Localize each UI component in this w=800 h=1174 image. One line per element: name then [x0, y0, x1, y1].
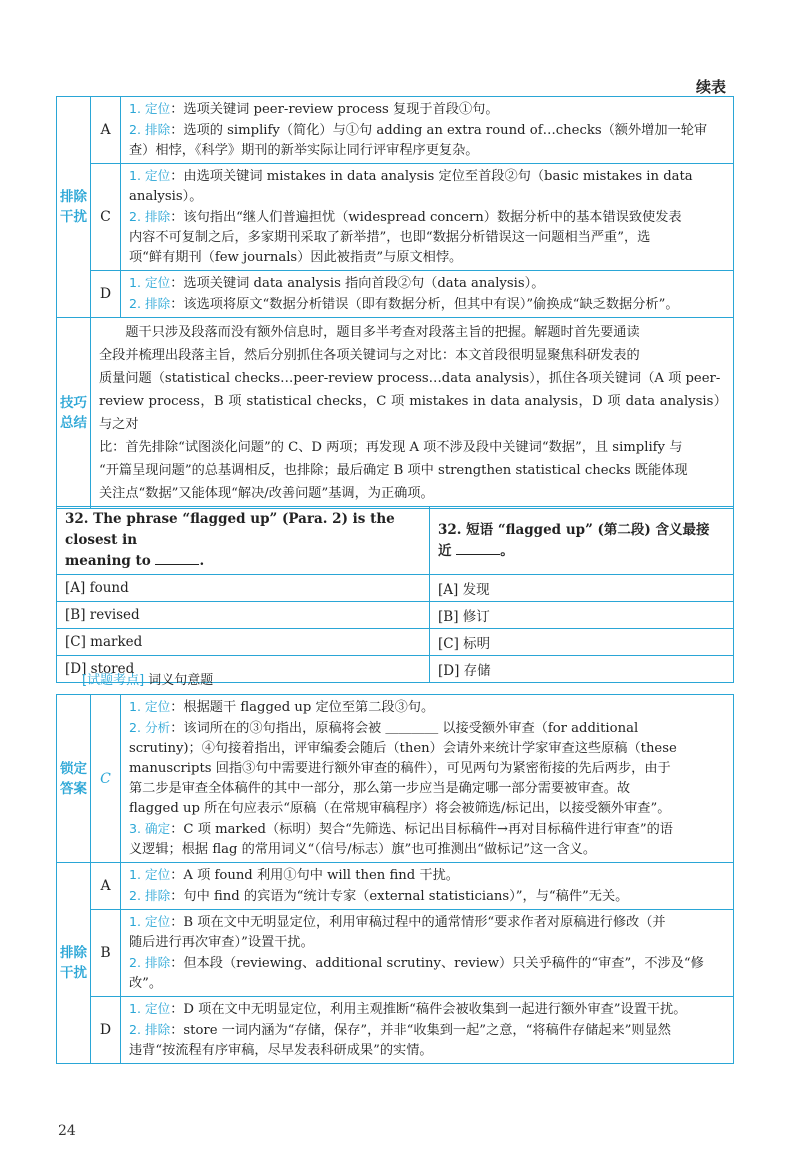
question-stem-en-end: . — [199, 553, 205, 569]
step-keyword: 2. 排除 — [129, 888, 171, 903]
distractor-row — [57, 271, 734, 318]
distractor-analysis — [121, 164, 734, 271]
summary-label-text: 技巧 总结 — [60, 395, 87, 431]
analysis-line — [129, 273, 727, 294]
step-text: ：选项的 simplify（简化）与①句 adding an extra round of…checks（额外增加一轮审 — [170, 123, 708, 138]
step-keyword: 1. 定位 — [129, 1001, 171, 1016]
step-keyword: 1. 定位 — [129, 914, 171, 929]
step-keyword: 1. 定位 — [129, 168, 171, 183]
step-keyword: 2. 分析 — [129, 720, 171, 735]
distractor-row — [57, 997, 734, 1064]
step-text: ：C 项 marked（标明）契合“先筛选、标记出目标稿件→再对目标稿件进行审查”的语 — [170, 822, 673, 837]
step-text: ：B 项在文中无明显定位，利用审稿过程中的通常情形“要求作者对原稿进行修改（并 — [170, 915, 666, 930]
analysis-line — [129, 120, 727, 141]
step-text: ：该句指出“继人们普遍担忧（widespread concern）数据分析中的基本错误致使发表 — [170, 210, 682, 225]
answer-label — [57, 695, 91, 863]
summary-row — [57, 318, 734, 509]
distractor-row — [57, 863, 734, 910]
distractor-row — [57, 910, 734, 997]
question-stem-en-line1: 32. The phrase “flagged up” (Para. 2) is the closest in — [65, 511, 395, 548]
step-keyword: 2. 排除 — [129, 955, 171, 970]
analysis-line — [129, 999, 727, 1020]
answer-analysis — [121, 695, 734, 863]
question-stem-cn — [430, 507, 734, 575]
distractor-analysis — [121, 271, 734, 318]
top-analysis-table — [56, 96, 734, 509]
summary-label — [57, 318, 91, 509]
step-text: ：但本段（reviewing、additional scrutiny、review）只关乎稿件的“审查”，不涉及“修改”。 — [129, 956, 704, 991]
distractor-row — [57, 164, 734, 271]
option-cn: [C] 标明 — [430, 629, 734, 656]
option-en: [A] found — [57, 575, 430, 602]
distractor-analysis — [121, 97, 734, 164]
step-text: 随后进行再次审查）”设置干扰。 — [129, 935, 314, 950]
question-stem-cn-end: 。 — [500, 542, 514, 559]
option-en: [D] stored — [57, 656, 430, 683]
answer-blank — [155, 552, 199, 565]
analysis-line — [129, 840, 727, 860]
analysis-line — [129, 953, 727, 994]
analysis-line — [129, 865, 727, 886]
summary-line: “开篇呈现问题”的总基调相反，也排除；最后确定 B 项中 strengthen statistical checks 既能体现 — [99, 463, 688, 478]
step-keyword: 2. 排除 — [129, 209, 171, 224]
analysis-line — [129, 718, 727, 739]
option-cn: [A] 发现 — [430, 575, 734, 602]
analysis-line — [129, 141, 727, 161]
step-text: 查）相悖，《科学》期刊的新举实际让同行评审程序更复杂。 — [129, 143, 479, 158]
step-text: ：由选项关键词 mistakes in data analysis 定位至首段②句（basic mistakes in data analysis）。 — [129, 169, 693, 204]
answer-blank — [456, 542, 500, 555]
test-point-tag: [试题考点] — [82, 673, 145, 688]
question-stem-cn-line1: 32. 短语 “flagged up” (第二段) 含义最接 — [438, 521, 710, 538]
step-text: 内容不可复制之后，多家期刊采取了新举措”，也即“数据分析错误这一问题相当严重”，选 — [129, 230, 651, 245]
analysis-line — [129, 933, 727, 953]
analysis-line — [129, 799, 727, 819]
answer-row — [57, 695, 734, 863]
option-cn: [B] 修订 — [430, 602, 734, 629]
step-text: 项“鲜有期刊（few journals）因此被指责”与原文相悖。 — [129, 250, 463, 265]
summary-line: 比：首先排除“试图淡化问题”的 C、D 两项；再发现 A 项不涉及段中关键词“数据”，且 simplify 与 — [99, 440, 683, 455]
step-keyword: 1. 定位 — [129, 101, 171, 116]
bottom-analysis-table — [56, 694, 734, 1064]
distractor-analysis — [121, 997, 734, 1064]
analysis-line — [129, 819, 727, 840]
summary-line: review process，B 项 statistical checks，C 项 mistakes in data analysis，D 项 data analysis）与之对 — [99, 394, 727, 432]
analysis-line — [129, 886, 727, 907]
step-text: ：选项关键词 data analysis 指向首段②句（data analysis）。 — [170, 276, 545, 291]
analysis-line — [129, 99, 727, 120]
answer-letter-text: C — [100, 770, 111, 787]
step-text: ：store 一词内涵为“存储，保存”，并非“收集到一起”之意，“将稿件存储起来”则显然 — [170, 1023, 671, 1038]
step-keyword: 2. 排除 — [129, 1022, 171, 1037]
option-letter: A — [91, 863, 121, 910]
step-keyword: 2. 排除 — [129, 296, 171, 311]
page-number: 24 — [58, 1123, 76, 1139]
step-text: ：A 项 found 利用①句中 will then find 干扰。 — [170, 868, 459, 883]
test-point-text: 词义句意题 — [148, 673, 214, 688]
step-keyword: 3. 确定 — [129, 821, 171, 836]
analysis-line — [129, 228, 727, 248]
option-en: [C] marked — [57, 629, 430, 656]
summary-line: 质量问题（statistical checks…peer-review process…data analysis），抓住各项关键词（A 项 peer- — [99, 371, 721, 386]
option-letter: A — [91, 97, 121, 164]
summary-line: 全段并梳理出段落主旨，然后分别抓住各项关键词与之对比：本文首段很明显聚焦科研发表的 — [99, 348, 640, 363]
option-letter: C — [91, 164, 121, 271]
distractor-analysis — [121, 863, 734, 910]
distractor-label — [57, 863, 91, 1064]
step-text: ：该选项将原文“数据分析错误（即有数据分析，但其中有误）”偷换成“缺乏数据分析”。 — [170, 297, 679, 312]
distractor-row — [57, 97, 734, 164]
analysis-line — [129, 759, 727, 779]
option-letter: D — [91, 997, 121, 1064]
analysis-line — [129, 739, 727, 759]
step-keyword: 1. 定位 — [129, 275, 171, 290]
step-text: manuscripts 回指③句中需要进行额外审查的稿件），可见两句为紧密衔接的先后两步，由于 — [129, 761, 671, 776]
step-text: scrutiny)；④句接着指出，评审编委会随后（then）会请外来统计学家审查这些原稿（these — [129, 741, 677, 756]
summary-line: 题干只涉及段落而没有额外信息时，题目多半考查对段落主旨的把握。解题时首先要通读 — [99, 325, 640, 340]
step-text: ：句中 find 的宾语为“统计专家（external statisticians）”，与“稿件”无关。 — [170, 889, 629, 904]
analysis-line — [129, 166, 727, 207]
step-keyword: 1. 定位 — [129, 867, 171, 882]
answer-letter — [91, 695, 121, 863]
test-point — [82, 669, 213, 688]
summary-text — [91, 318, 734, 509]
option-en: [B] revised — [57, 602, 430, 629]
question-stem-cn-line2: 近 — [438, 542, 452, 559]
question-stem-en-line2: meaning to — [65, 553, 151, 569]
step-text: 义逻辑；根据 flag 的常用词义“（信号/标志）旗”也可推测出“做标记”这一含义。 — [129, 842, 597, 857]
analysis-line — [129, 1020, 727, 1041]
question-table — [56, 506, 734, 683]
analysis-line — [129, 248, 727, 268]
step-text: 违背“按流程有序审稿，尽早发表科研成果”的实情。 — [129, 1043, 433, 1058]
question-stem-en — [57, 507, 430, 575]
step-text: flagged up 所在句应表示“原稿（在常规审稿程序）将会被筛选/标记出，以接受额外审查”。 — [129, 801, 671, 816]
analysis-line — [129, 294, 727, 315]
distractor-label-text: 排除 干扰 — [60, 189, 87, 225]
summary-line: 关注点“数据”又能体现“解决/改善问题”基调，为正确项。 — [99, 486, 434, 501]
step-text: ：选项关键词 peer-review process 复现于首段①句。 — [170, 102, 499, 117]
distractor-label — [57, 97, 91, 318]
analysis-line — [129, 207, 727, 228]
step-text: ：该词所在的③句指出，原稿将会被 ＿＿＿＿ 以接受额外审查（for additional — [170, 721, 639, 736]
step-keyword: 1. 定位 — [129, 699, 171, 714]
step-text: ：根据题干 flagged up 定位至第二段③句。 — [170, 700, 435, 715]
step-keyword: 2. 排除 — [129, 122, 171, 137]
step-text: 第二步是审查全体稿件的其中一部分，那么第一步应当是确定哪一部分需要被审查。故 — [129, 781, 631, 796]
distractor-label-text: 排除 干扰 — [60, 945, 87, 981]
analysis-line — [129, 912, 727, 933]
option-cn: [D] 存储 — [430, 656, 734, 683]
answer-label-text: 锁定 答案 — [60, 760, 87, 797]
step-text: ：D 项在文中无明显定位，利用主观推断“稿件会被收集到一起进行额外审查”设置干扰。 — [170, 1002, 687, 1017]
continued-label: 续表 — [695, 78, 726, 96]
option-letter: B — [91, 910, 121, 997]
analysis-line — [129, 779, 727, 799]
analysis-line — [129, 1041, 727, 1061]
option-letter: D — [91, 271, 121, 318]
analysis-line — [129, 697, 727, 718]
distractor-analysis — [121, 910, 734, 997]
